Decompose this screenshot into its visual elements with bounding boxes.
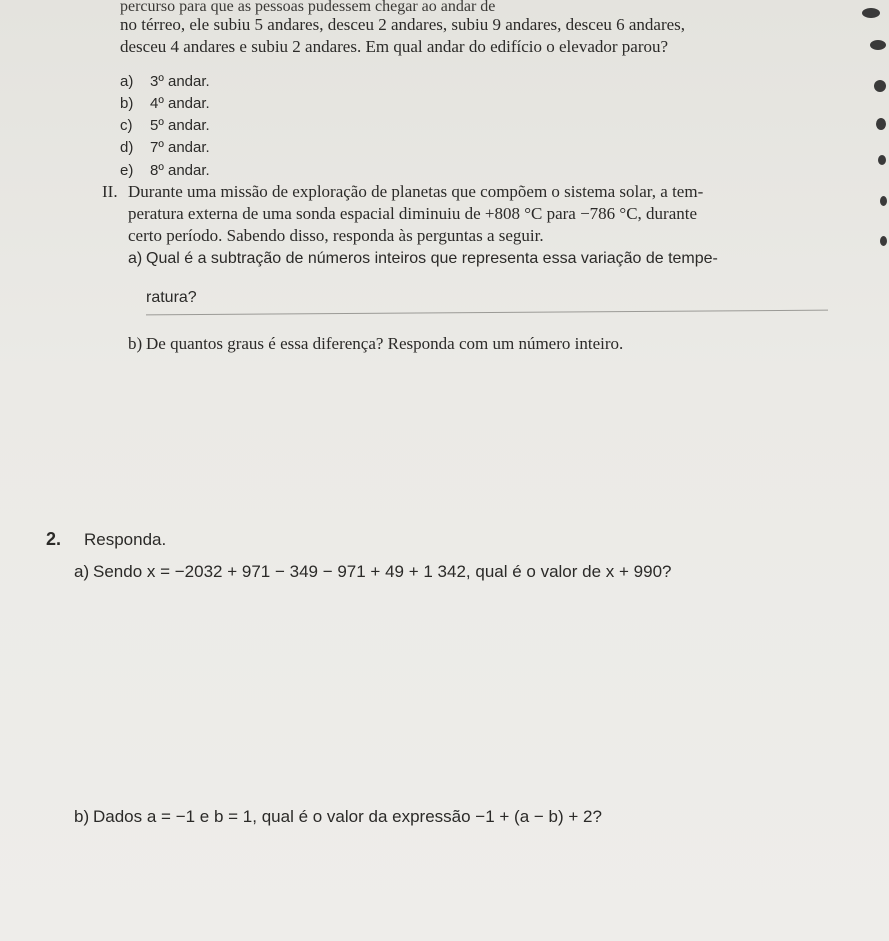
part2-number: II. [102, 182, 118, 201]
option-letter: b) [120, 95, 134, 112]
option-letter: a) [120, 73, 134, 90]
page-edge-mark [880, 236, 887, 246]
option-text: 4º andar. [150, 95, 210, 112]
part2-a-line-1: Qual é a subtração de números inteiros que representa essa variação de tempe- [146, 250, 718, 267]
option-text: 7º andar. [150, 139, 210, 156]
page-edge-mark [870, 40, 886, 50]
option-a [120, 72, 210, 91]
page-edge-mark [880, 196, 887, 206]
page-edge-mark [878, 155, 886, 165]
q2-a-label: a) [74, 562, 90, 581]
part2-a-line-2: ratura? [146, 289, 197, 306]
part2-line-2: peratura externa de uma sonda espacial diminuiu de +808 °C para −786 °C, durante [128, 204, 698, 223]
intro-line-2: no térreo, ele subiu 5 andares, desceu 2 andares, subiu 9 andares, desceu 6 andares, [120, 15, 686, 34]
option-letter: c) [120, 117, 133, 134]
option-b [120, 94, 210, 113]
option-text: 8º andar. [150, 162, 210, 179]
part2-b-text: De quantos graus é essa diferença? Responda com um número inteiro. [146, 334, 624, 353]
q2-b-text: Dados a = −1 e b = 1, qual é o valor da expressão −1 + (a − b) + 2? [93, 807, 602, 826]
answer-line [146, 310, 828, 316]
q2-title: Responda. [84, 530, 167, 549]
option-letter: d) [120, 139, 134, 156]
option-text: 3º andar. [150, 73, 210, 90]
page-edge-mark [876, 118, 886, 130]
part2-a-label: a) [128, 250, 143, 267]
option-c [120, 116, 210, 135]
page-edge-mark [874, 80, 886, 92]
part2-b-label: b) [128, 334, 143, 353]
q2-number: 2. [46, 529, 62, 549]
option-letter: e) [120, 162, 134, 179]
option-d [120, 138, 210, 157]
option-text: 5º andar. [150, 117, 210, 134]
part2-line-3: certo período. Sabendo disso, responda às perguntas a seguir. [128, 226, 544, 245]
part2-line-1: Durante uma missão de exploração de planetas que compõem o sistema solar, a tem- [128, 182, 704, 201]
option-e [120, 161, 210, 180]
intro-line-3: desceu 4 andares e subiu 2 andares. Em qual andar do edifício o elevador parou? [120, 37, 669, 56]
q2-a-text: Sendo x = −2032 + 971 − 349 − 971 + 49 + 1 342, qual é o valor de x + 990? [93, 562, 672, 581]
page-edge-mark [862, 8, 880, 18]
q2-b-label: b) [74, 807, 90, 826]
intro-line-1: percurso para que as pessoas pudessem chegar ao andar de [120, 0, 496, 15]
